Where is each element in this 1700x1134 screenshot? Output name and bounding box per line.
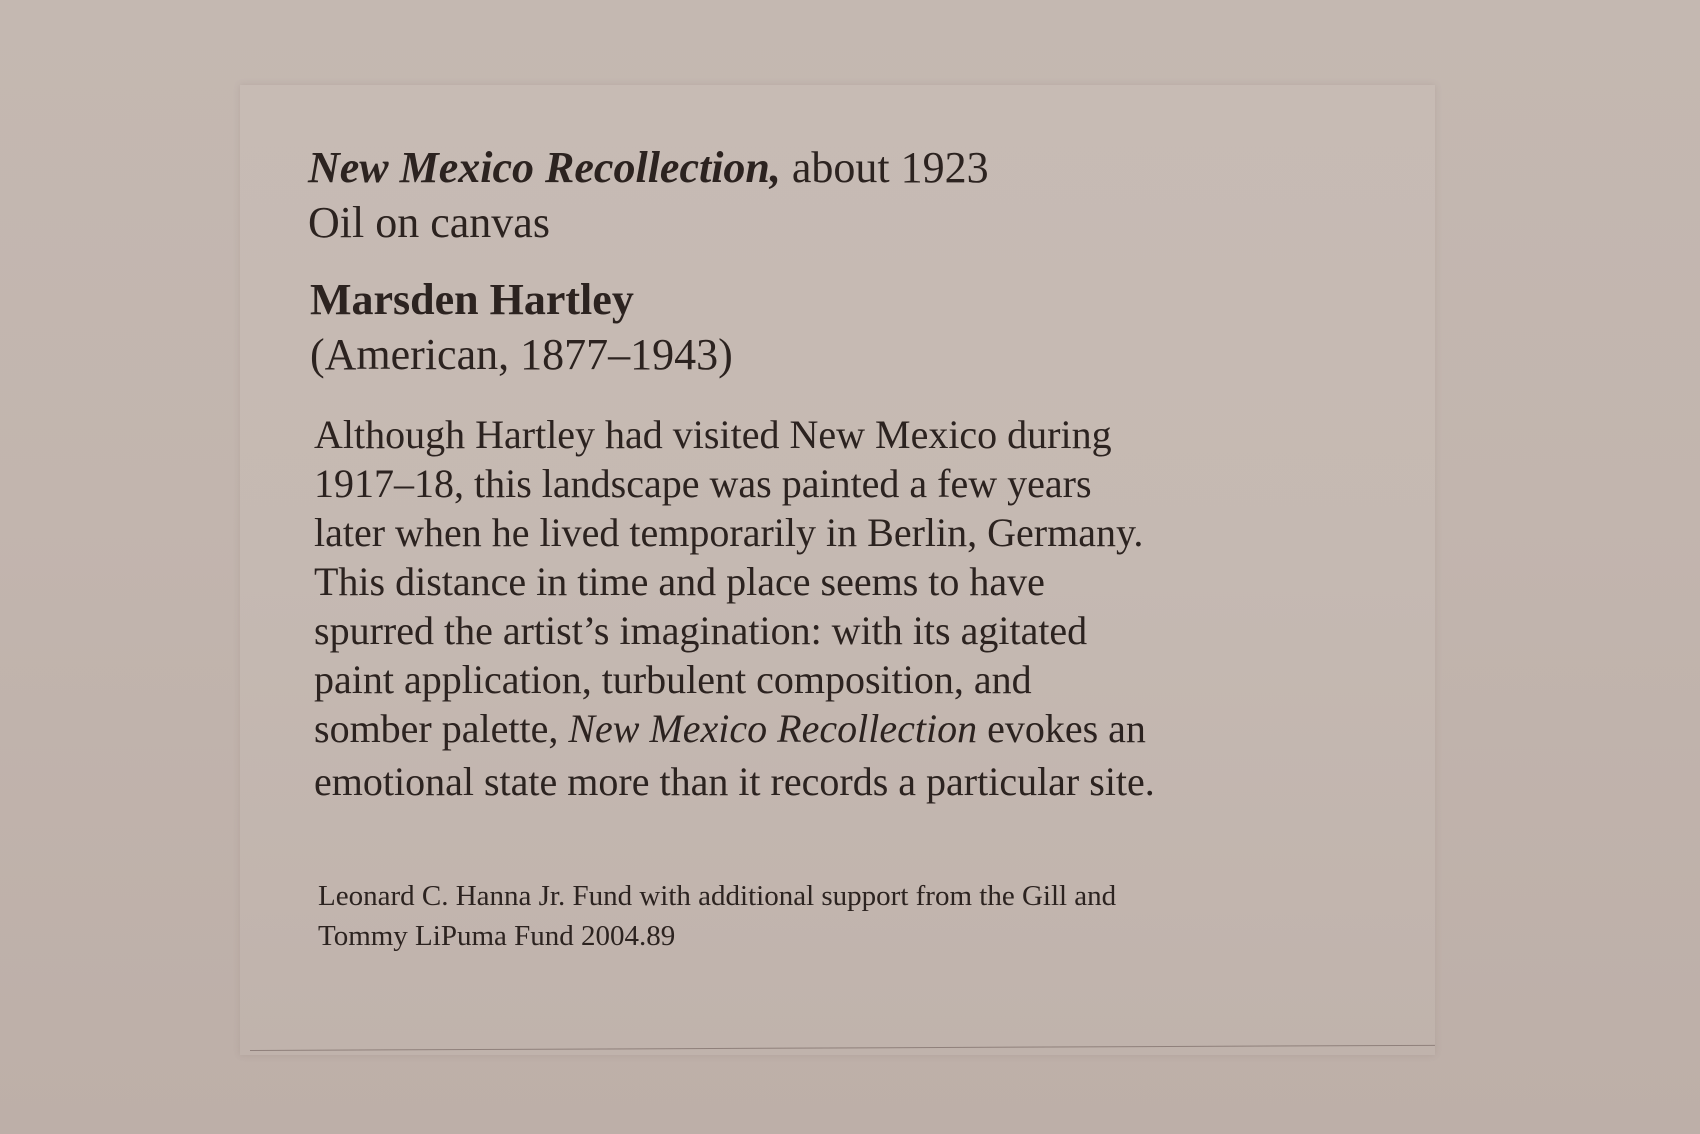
artwork-description [314,410,1428,806]
description-line: paint application, turbulent composition, and [314,657,1032,702]
description-line [314,704,1428,753]
description-line: 1917–18, this landscape was painted a few years [314,461,1092,506]
artist-name: Marsden Hartley [310,275,634,324]
credit-line [318,876,1428,956]
artwork-title-line [308,140,1428,196]
description-line: emotional state more than it records a particular site. [314,759,1155,804]
artist-nationality-dates: (American, 1877–1943) [310,330,733,379]
credit-text: Leonard C. Hanna Jr. Fund with additional support from the Gill and [318,880,1117,912]
description-line: later when he lived temporarily in Berlin, Germany. [314,510,1144,555]
description-text: somber palette, [314,706,569,751]
description-text: evokes an [977,706,1146,751]
artwork-medium: Oil on canvas [308,198,550,247]
description-line: spurred the artist’s imagination: with its agitated [314,608,1088,653]
artwork-title: New Mexico Recollection, [308,143,781,192]
description-line: Although Hartley had visited New Mexico during [314,412,1112,457]
label-content [308,140,1428,956]
credit-text: Tommy LiPuma Fund 2004.89 [318,920,676,952]
description-artwork-title: New Mexico Recollection [568,706,978,751]
description-line: This distance in time and place seems to have [314,559,1045,604]
artwork-date: about 1923 [780,143,989,192]
